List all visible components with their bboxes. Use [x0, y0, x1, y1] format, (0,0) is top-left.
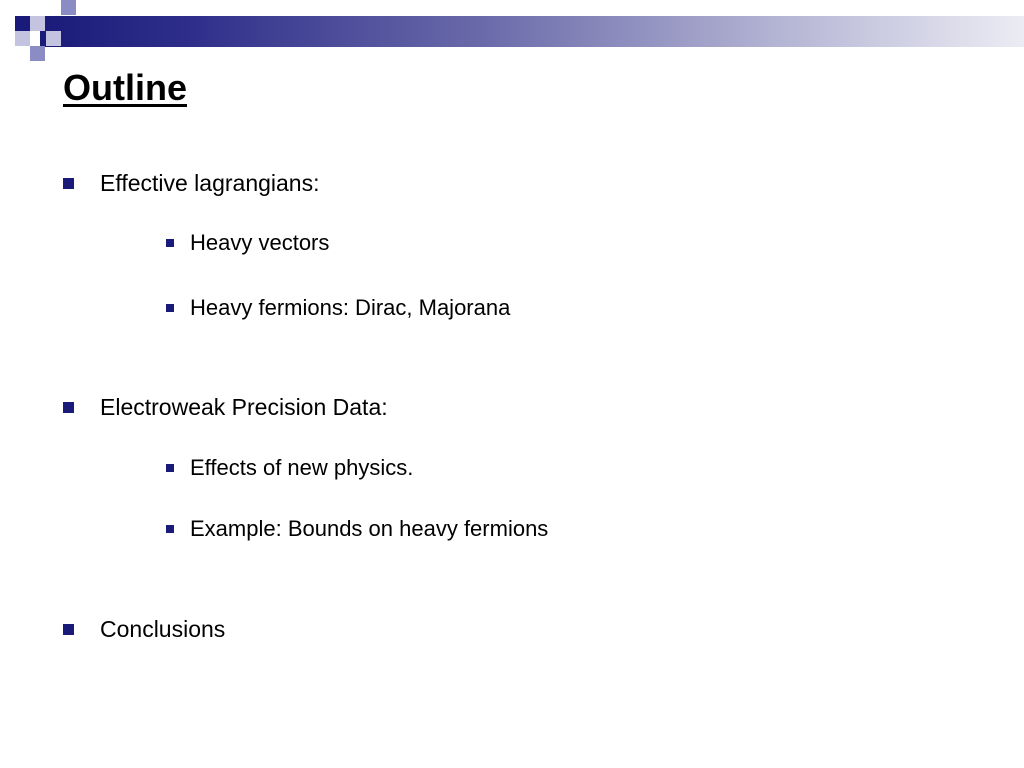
- bullet-item: [63, 168, 320, 198]
- sub-bullet-item: [166, 453, 413, 483]
- header-gradient-band: [40, 16, 1024, 47]
- decor-square-light: [30, 16, 45, 31]
- bullet-item: [63, 614, 225, 644]
- bullet-text: Effective lagrangians:: [100, 169, 320, 196]
- decor-square-light: [15, 31, 30, 46]
- square-bullet-icon: [166, 304, 174, 312]
- decor-square-mid: [30, 46, 45, 61]
- sub-bullet-text: Effects of new physics.: [190, 455, 414, 480]
- decor-square-dark: [15, 16, 30, 31]
- square-bullet-icon: [166, 464, 174, 472]
- square-bullet-icon: [166, 239, 174, 247]
- bullet-text: Conclusions: [100, 615, 226, 642]
- sub-bullet-text: Heavy vectors: [190, 230, 330, 255]
- sub-bullet-item: [166, 514, 548, 544]
- square-bullet-icon: [63, 402, 74, 413]
- bullet-item: [63, 392, 388, 422]
- sub-bullet-text: Example: Bounds on heavy fermions: [190, 516, 549, 541]
- slide-title: Outline: [63, 67, 187, 108]
- square-bullet-icon: [63, 178, 74, 189]
- decor-square-mid: [61, 0, 76, 15]
- sub-bullet-item: [166, 293, 510, 323]
- square-bullet-icon: [166, 525, 174, 533]
- bullet-text: Electroweak Precision Data:: [100, 393, 388, 420]
- sub-bullet-item: [166, 228, 329, 258]
- sub-bullet-text: Heavy fermions: Dirac, Majorana: [190, 295, 511, 320]
- square-bullet-icon: [63, 624, 74, 635]
- decor-square-light: [46, 31, 61, 46]
